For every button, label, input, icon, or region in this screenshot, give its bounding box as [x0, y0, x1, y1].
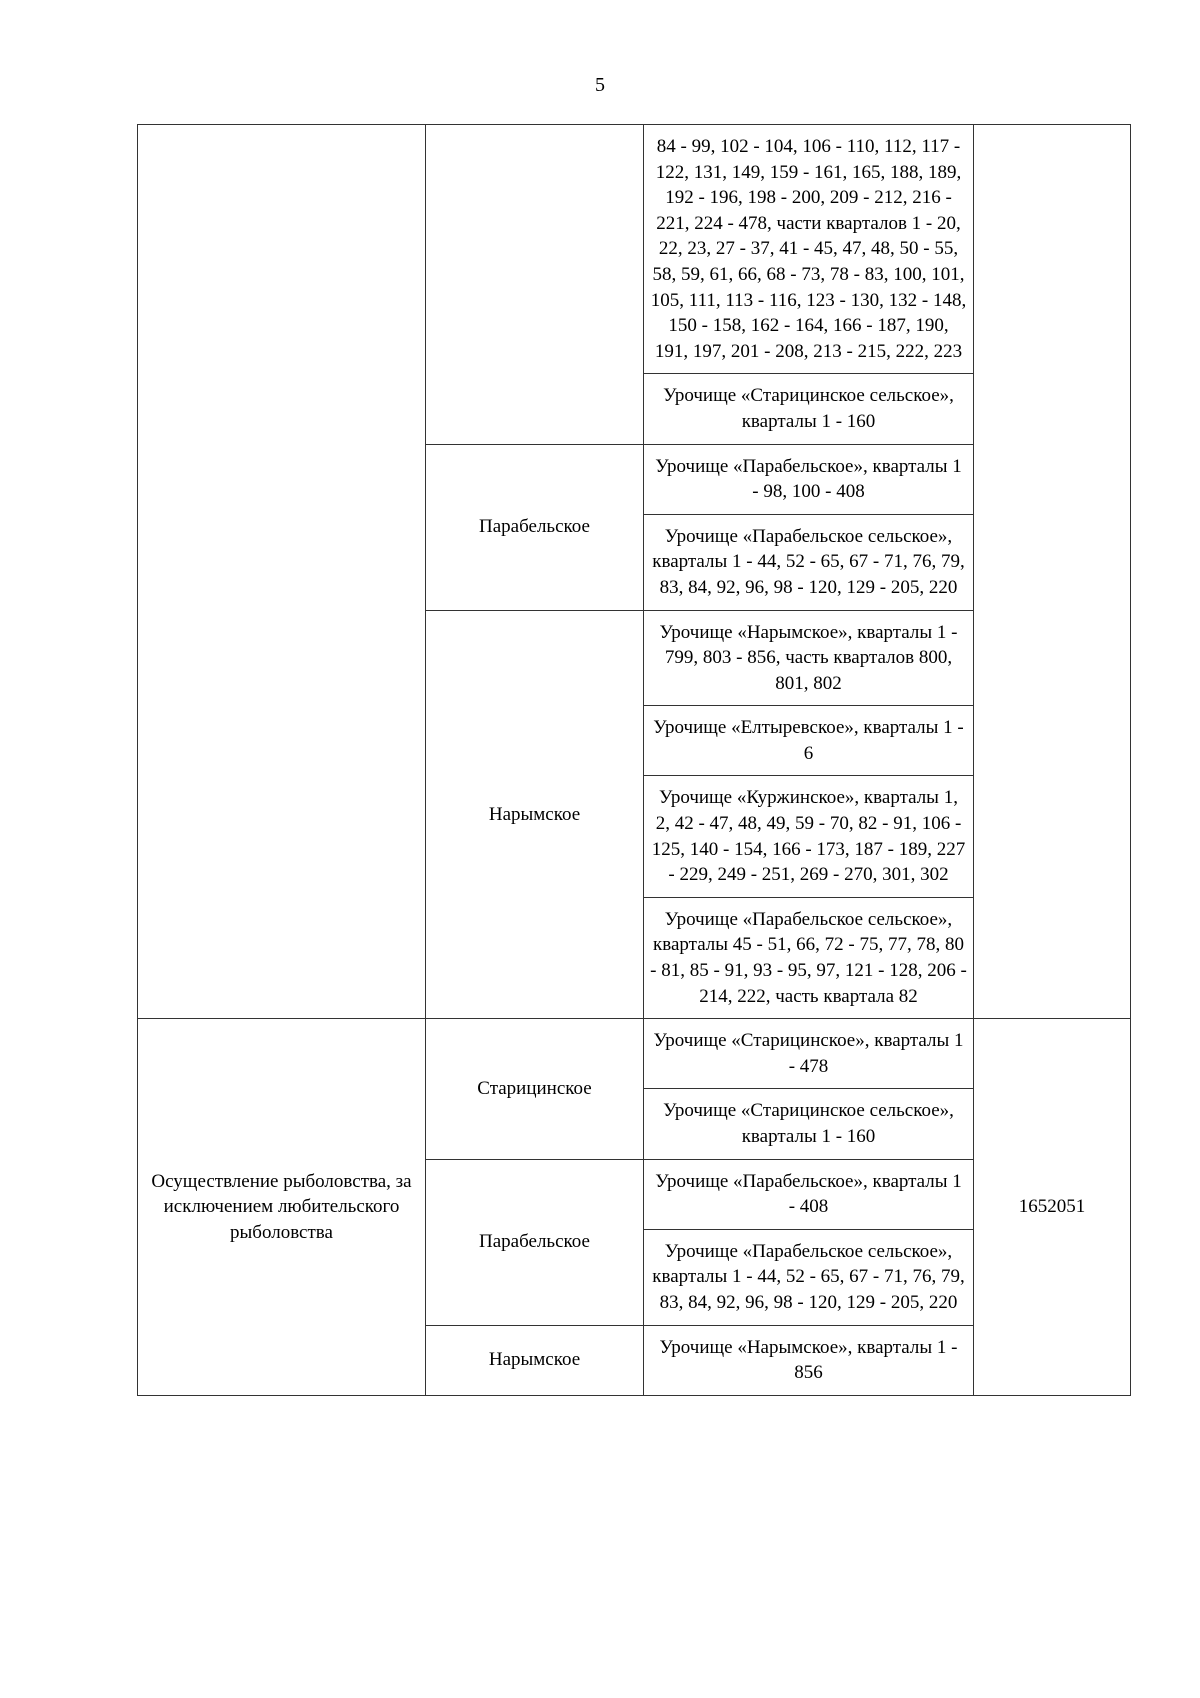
table-body	[138, 125, 1131, 1396]
tract-cell: Урочище «Старицинское сельское», кварталы 1 - 160	[644, 1089, 974, 1159]
tract-cell: Урочище «Парабельское сельское», кварталы 1 - 44, 52 - 65, 67 - 71, 76, 79, 83, 84, 92, 96, 98 - 120, 129 - 205, 220	[644, 514, 974, 610]
tract-cell: Урочище «Парабельское», кварталы 1 - 408	[644, 1159, 974, 1229]
tract-cell: Урочище «Старицинское», кварталы 1 - 478	[644, 1019, 974, 1089]
table-row	[138, 1019, 1131, 1089]
tract-cell: Урочище «Парабельское», кварталы 1 - 98, 100 - 408	[644, 444, 974, 514]
code-cell	[974, 125, 1131, 1019]
tract-cell: Урочище «Парабельское сельское», кварталы 45 - 51, 66, 72 - 75, 77, 78, 80 - 81, 85 - 91, 93 - 95, 97, 121 - 128, 206 - 214, 222, часть квартала 82	[644, 897, 974, 1018]
activity-cell: Осуществление рыболовства, за исключением любительского рыболовства	[138, 1019, 426, 1396]
forestry-cell: Старицинское	[426, 1019, 644, 1159]
forestry-cell: Нарымское	[426, 1325, 644, 1395]
page-number: 5	[595, 74, 605, 96]
forestry-cell: Парабельское	[426, 1159, 644, 1325]
activity-cell	[138, 125, 426, 1019]
tract-cell: Урочище «Нарымское», кварталы 1 - 799, 803 - 856, часть кварталов 800, 801, 802	[644, 610, 974, 706]
forestry-cell: Парабельское	[426, 444, 644, 610]
tract-cell: 84 - 99, 102 - 104, 106 - 110, 112, 117 - 122, 131, 149, 159 - 161, 165, 188, 189, 192 - 196, 198 - 200, 209 - 212, 216 - 221, 224 - 478, части кварталов 1 - 20, 22, 23, 27 - 37, 41 - 45, 47, 48, 50 - 55, 58, 59, 61, 66, 68 - 73, 78 - 83, 100, 101, 105, 111, 113 - 116, 123 - 130, 132 - 148, 150 - 158, 162 - 164, 166 - 187, 190, 191, 197, 201 - 208, 213 - 215, 222, 223	[644, 125, 974, 374]
tract-cell: Урочище «Парабельское сельское», кварталы 1 - 44, 52 - 65, 67 - 71, 76, 79, 83, 84, 92, 96, 98 - 120, 129 - 205, 220	[644, 1229, 974, 1325]
tract-cell: Урочище «Елтыревское», кварталы 1 - 6	[644, 706, 974, 776]
tract-cell: Урочище «Старицинское сельское», кварталы 1 - 160	[644, 374, 974, 444]
tract-cell: Урочище «Нарымское», кварталы 1 - 856	[644, 1325, 974, 1395]
code-cell: 1652051	[974, 1019, 1131, 1396]
forestry-cell	[426, 125, 644, 445]
forestry-cell: Нарымское	[426, 610, 644, 1019]
land-use-table	[137, 124, 1131, 1396]
tract-cell: Урочище «Куржинское», кварталы 1, 2, 42 - 47, 48, 49, 59 - 70, 82 - 91, 106 - 125, 140 - 154, 166 - 173, 187 - 189, 227 - 229, 249 - 251, 269 - 270, 301, 302	[644, 776, 974, 897]
table-row	[138, 125, 1131, 374]
